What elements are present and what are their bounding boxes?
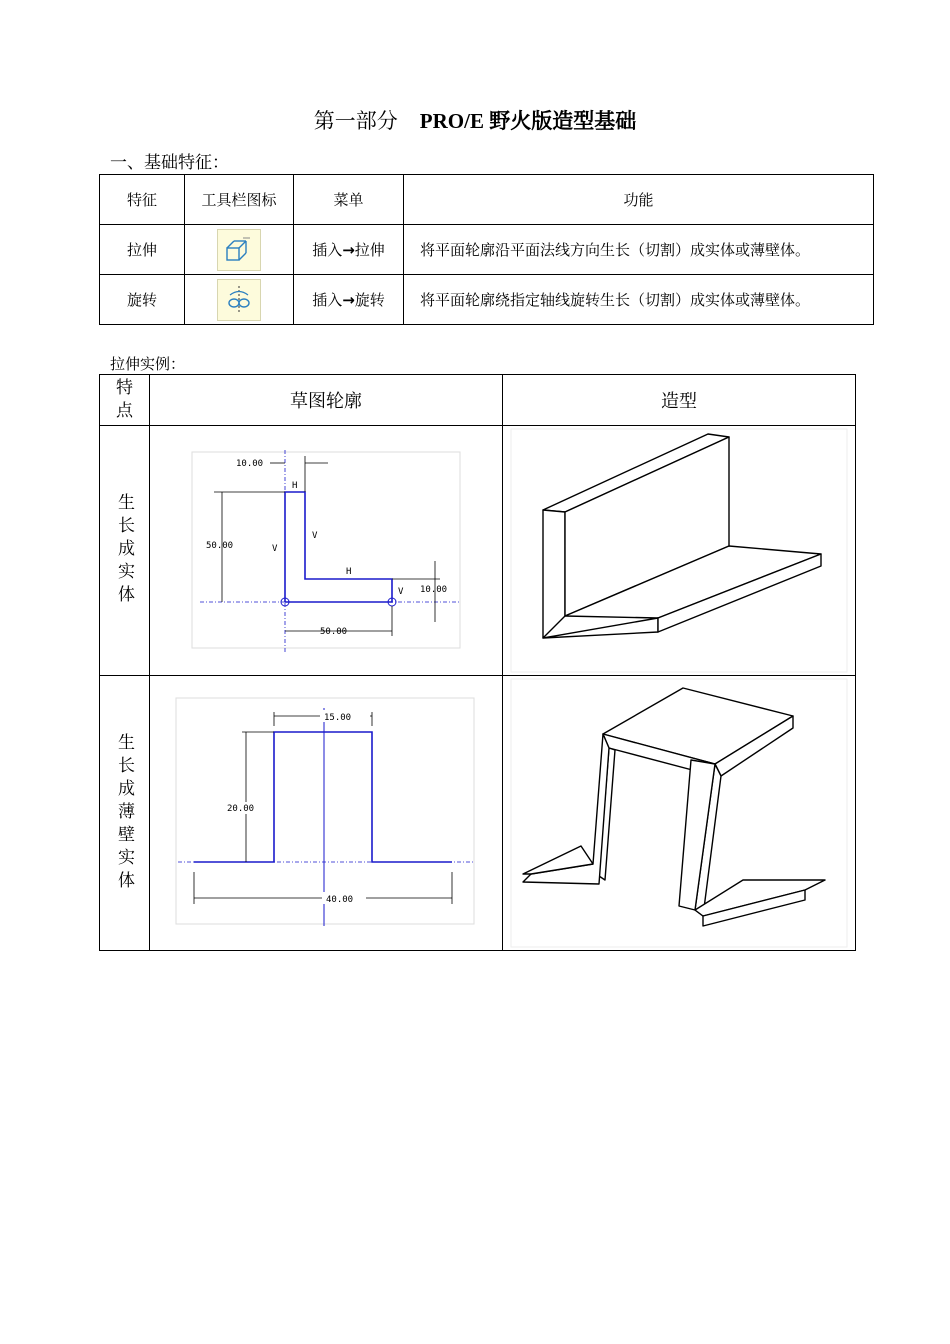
table-row [100,676,856,951]
constraint-label: V [398,587,404,597]
menu-path: 插入→拉伸 [294,225,404,275]
example-caption: 拉伸实例： [110,355,186,373]
feature-name: 旋转 [100,275,185,325]
constraint-label: H [292,481,298,491]
header-icon: 工具栏图标 [185,175,294,225]
sketch-cell [150,426,503,676]
menu-path: 插入→旋转 [294,275,404,325]
section-heading: 一、基础特征： [110,153,229,173]
title-part: 第一部分 [313,109,398,133]
example-table [99,374,856,951]
l-solid-model [503,426,855,675]
constraint-label: H [346,567,352,577]
feature-cell: 生长成薄壁实体 [100,676,150,951]
header-feature: 特点 [100,375,150,426]
table-row [100,426,856,676]
hat-profile-sketch [150,676,502,950]
arrow-icon: → [342,241,355,259]
table-header-row [100,175,874,225]
page-title [0,106,950,136]
revolve-icon [217,279,261,321]
header-menu: 菜单 [294,175,404,225]
feature-name: 拉伸 [100,225,185,275]
title-main: PRO/E 野火版造型基础 [419,109,637,133]
table-header-row [100,375,856,426]
table-row [100,275,874,325]
dim-label: 15.00 [324,713,352,723]
model-cell [503,676,856,951]
arrow-icon: → [342,291,355,309]
table-row [100,225,874,275]
feature-cell: 生长成实体 [100,426,150,676]
feature-function: 将平面轮廓沿平面法线方向生长（切割）成实体或薄壁体。 [404,225,874,275]
header-function: 功能 [404,175,874,225]
hat-thin-wall-model [503,676,855,950]
dim-label: 10.00 [420,585,448,595]
dim-label: 40.00 [326,895,354,905]
extrude-icon [217,229,261,271]
dim-label: 50.00 [206,541,234,551]
constraint-label: V [272,544,278,554]
feature-function: 将平面轮廓绕指定轴线旋转生长（切割）成实体或薄壁体。 [404,275,874,325]
dim-label: 20.00 [227,804,255,814]
header-model: 造型 [503,375,856,426]
icon-cell [185,225,294,275]
header-feature: 特征 [100,175,185,225]
sketch-cell [150,676,503,951]
dim-label: 10.00 [236,459,264,469]
icon-cell [185,275,294,325]
model-cell [503,426,856,676]
dim-label: 50.00 [320,627,348,637]
header-sketch: 草图轮廓 [150,375,503,426]
constraint-label: V [312,531,318,541]
l-profile-sketch [150,426,502,675]
features-table [99,174,874,325]
